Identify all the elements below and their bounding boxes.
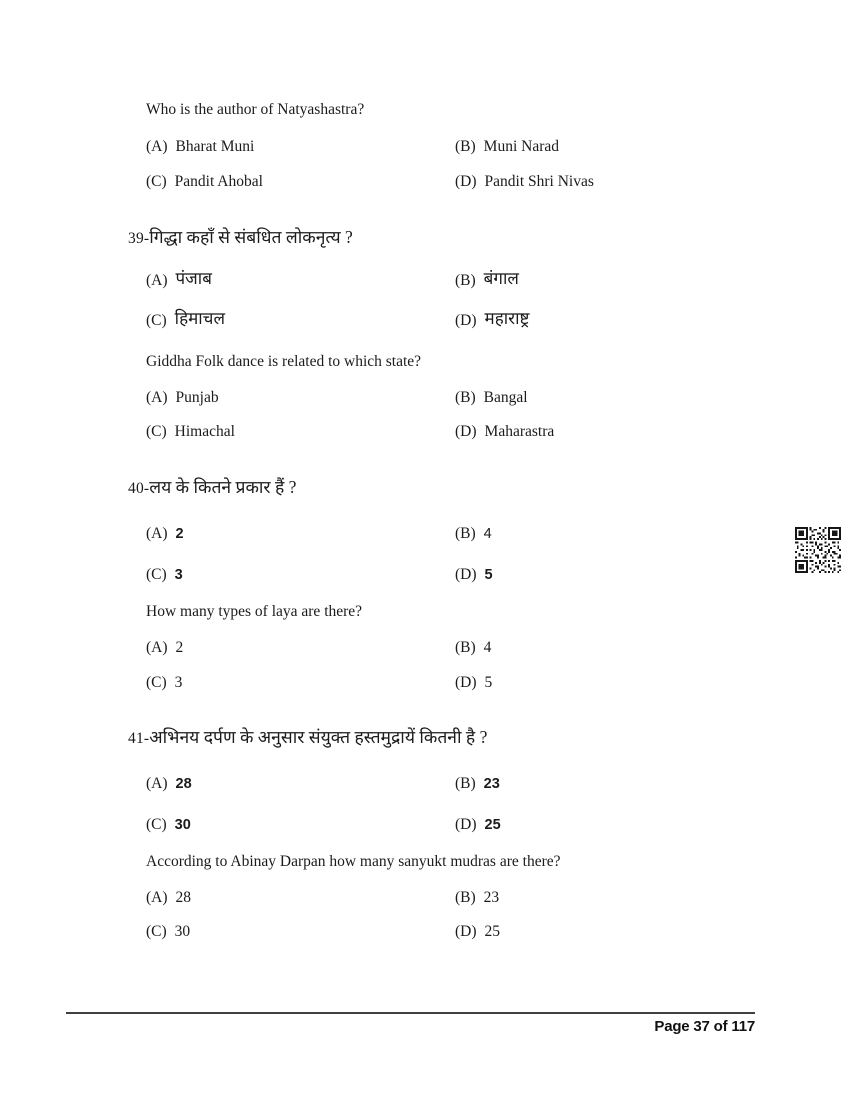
option-a-label: (A) — [146, 389, 168, 406]
q41-en-options-row-ab — [0, 888, 850, 912]
q39-en-option-c — [146, 422, 235, 442]
option-c-label: (C) — [146, 566, 167, 583]
option-b-label: (B) — [455, 272, 476, 289]
option-b-label: (B) — [455, 138, 476, 155]
footer-divider — [66, 1012, 755, 1014]
q39-hi-option-a — [146, 270, 212, 291]
option-a-label: (A) — [146, 138, 168, 155]
q38-question-english: Who is the author of Natyashastra? — [146, 101, 365, 118]
option-c-label: (C) — [146, 423, 167, 440]
q41-question-row-hindi — [0, 727, 850, 751]
option-a-value: पंजाब — [175, 269, 212, 288]
q40-en-option-b — [455, 638, 491, 658]
option-a-value: 2 — [175, 526, 184, 542]
q39-hindi-options-row-ab — [0, 270, 850, 294]
q40-question-hindi: 40-लय के कितने प्रकार हैं ? — [128, 477, 297, 497]
q39-question-hindi: 39-गिद्धा कहाँ से संबधित लोकनृत्य ? — [128, 227, 353, 247]
option-b-label: (B) — [455, 889, 476, 906]
q41-hi-option-b — [455, 774, 500, 794]
q40-en-options-row-ab — [0, 638, 850, 662]
q40-en-options-row-cd — [0, 673, 850, 697]
q38-option-a — [146, 137, 254, 157]
option-d-value: 5 — [484, 674, 493, 691]
option-c-label: (C) — [146, 923, 167, 940]
option-b-value: बंगाल — [483, 269, 519, 288]
q38-options-row-ab — [0, 137, 850, 161]
q39-en-options-row-ab — [0, 388, 850, 412]
q38-question-row — [0, 101, 850, 125]
page-number: Page 37 of 117 — [654, 1018, 755, 1035]
q39-hindi-options-row-cd — [0, 310, 850, 334]
q40-question-english: How many types of laya are there? — [146, 603, 363, 620]
q40-hi-option-a — [146, 524, 184, 544]
q39-question-row-hindi — [0, 227, 850, 251]
option-a-value: 2 — [175, 639, 184, 656]
option-c-value: 30 — [174, 923, 191, 940]
q40-question-row-english — [0, 603, 850, 627]
option-c-label: (C) — [146, 674, 167, 691]
q40-en-option-d — [455, 673, 492, 693]
q39-number: 39- — [128, 230, 150, 247]
option-d-value: महाराष्ट्र — [484, 309, 530, 328]
q41-hi-options-row-ab — [0, 774, 850, 798]
q41-en-option-b — [455, 888, 499, 908]
option-b-value: 4 — [483, 526, 492, 542]
option-a-value: 28 — [175, 889, 192, 906]
q41-en-option-a — [146, 888, 191, 908]
option-c-value: हिमाचल — [174, 309, 225, 328]
q41-en-options-row-cd — [0, 922, 850, 946]
option-a-value: 28 — [175, 776, 192, 792]
option-b-label: (B) — [455, 639, 476, 656]
q38-option-c — [146, 172, 263, 192]
q41-en-option-c — [146, 922, 190, 942]
option-a-label: (A) — [146, 889, 168, 906]
q39-question-row-english — [0, 353, 850, 377]
q40-hi-option-c — [146, 565, 183, 585]
option-a-label: (A) — [146, 639, 168, 656]
q39-hi-option-c — [146, 310, 225, 331]
q41-en-option-d — [455, 922, 500, 942]
option-c-value: Himachal — [174, 423, 235, 440]
q39-hi-option-d — [455, 310, 529, 331]
option-c-value: 3 — [174, 567, 183, 583]
option-c-label: (C) — [146, 312, 167, 329]
q39-en-option-b — [455, 388, 528, 408]
q40-en-option-c — [146, 673, 182, 693]
q40-number: 40- — [128, 480, 150, 497]
q41-question-row-english — [0, 853, 850, 877]
option-a-value: Punjab — [175, 389, 219, 406]
option-d-label: (D) — [455, 312, 477, 329]
q41-hi-option-c — [146, 815, 191, 835]
option-c-label: (C) — [146, 173, 167, 190]
q40-en-option-a — [146, 638, 183, 658]
option-d-label: (D) — [455, 566, 477, 583]
q41-hi-options-row-cd — [0, 815, 850, 839]
option-b-label: (B) — [455, 775, 476, 792]
option-d-label: (D) — [455, 816, 477, 833]
q39-question-english: Giddha Folk dance is related to which state? — [146, 353, 422, 370]
option-d-value: 5 — [484, 567, 493, 583]
option-a-label: (A) — [146, 525, 168, 542]
q41-hi-option-d — [455, 815, 501, 835]
q39-en-options-row-cd — [0, 422, 850, 446]
q40-hi-option-b — [455, 524, 492, 544]
q39-en-option-a — [146, 388, 219, 408]
option-c-value: 3 — [174, 674, 183, 691]
option-b-label: (B) — [455, 525, 476, 542]
q38-options-row-cd — [0, 172, 850, 196]
option-b-label: (B) — [455, 389, 476, 406]
q41-question-hindi: 41-अभिनय दर्पण के अनुसार संयुक्त हस्तमुद्रायें कितनी है ? — [128, 727, 488, 747]
option-d-label: (D) — [455, 173, 477, 190]
option-d-value: 25 — [484, 817, 501, 833]
q41-number: 41- — [128, 730, 150, 747]
q39-en-option-d — [455, 422, 554, 442]
option-d-label: (D) — [455, 423, 477, 440]
q39-hi-option-b — [455, 270, 519, 291]
option-d-value: Pandit Shri Nivas — [484, 173, 594, 190]
option-b-value: 23 — [483, 776, 500, 792]
option-b-value: 23 — [483, 889, 500, 906]
option-c-label: (C) — [146, 816, 167, 833]
q38-option-d — [455, 172, 594, 192]
q40-question-row-hindi — [0, 477, 850, 501]
option-d-label: (D) — [455, 674, 477, 691]
qr-code-icon — [795, 527, 841, 573]
option-d-label: (D) — [455, 923, 477, 940]
option-a-value: Bharat Muni — [175, 138, 255, 155]
q40-hi-options-row-ab — [0, 524, 850, 548]
option-c-value: Pandit Ahobal — [174, 173, 263, 190]
option-b-value: Muni Narad — [483, 138, 559, 155]
option-a-label: (A) — [146, 272, 168, 289]
option-d-value: 25 — [484, 923, 501, 940]
q38-option-b — [455, 137, 559, 157]
option-b-value: Bangal — [483, 389, 528, 406]
option-c-value: 30 — [174, 817, 191, 833]
option-d-value: Maharastra — [484, 423, 555, 440]
option-a-label: (A) — [146, 775, 168, 792]
option-b-value: 4 — [483, 639, 492, 656]
q40-hi-option-d — [455, 565, 493, 585]
q41-hi-option-a — [146, 774, 192, 794]
q41-question-english: According to Abinay Darpan how many sanyukt mudras are there? — [146, 853, 561, 870]
q40-hi-options-row-cd — [0, 565, 850, 589]
